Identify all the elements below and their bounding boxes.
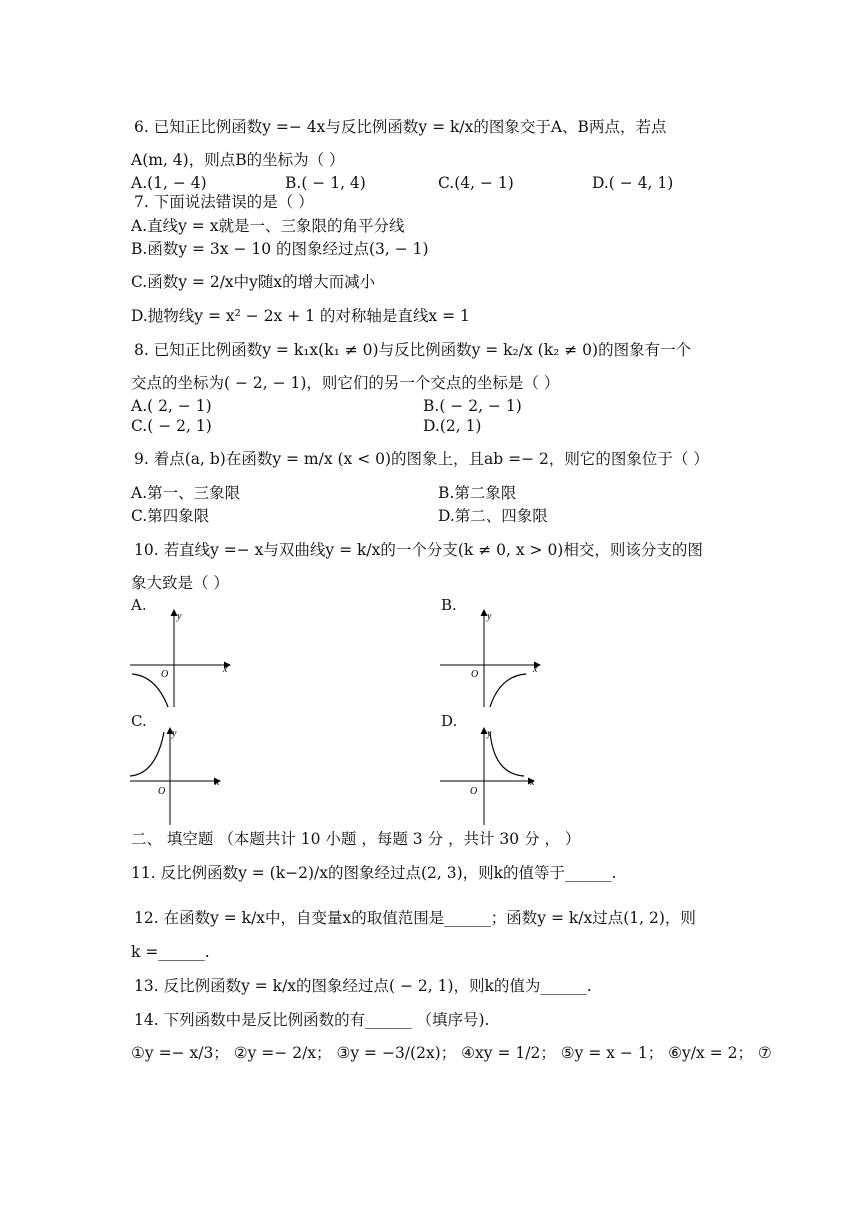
q7-option-b: B.函数y = 3x − 10 的图象经过点(3, − 1) (131, 240, 429, 258)
q10-option-d-label: D. (441, 712, 458, 730)
q7-stem: 7. 下面说法错误的是（ ） (134, 193, 314, 211)
q14-stem: 14. 下列函数中是反比例函数的有______ （填序号). (134, 1011, 490, 1029)
q6-line1: 6. 已知正比例函数y =− 4x与反比例函数y = k/x的图象交于A、B两点，若点 (134, 118, 667, 136)
q9-option-d: D.第二、四象限 (438, 507, 548, 525)
origin-label: O (470, 786, 478, 797)
q6-option-b: B.( − 1, 4) (285, 174, 366, 192)
q10-graph-b (436, 606, 546, 711)
x-axis-label: x (533, 664, 538, 675)
y-axis-label: y (177, 611, 182, 622)
q8-option-a: A.( 2, − 1) (131, 397, 212, 415)
q8-option-d: D.(2, 1) (423, 417, 482, 435)
q10-graph-d (436, 722, 546, 827)
q13: 13. 反比例函数y = k/x的图象经过点( − 2, 1)，则k的值为______. (134, 977, 592, 995)
q10-line1: 10. 若直线y =− x与双曲线y = k/x的一个分支(k ≠ 0, x > 0)相交，则该分支的图 (134, 541, 703, 559)
q8-line1: 8. 已知正比例函数y = k₁x(k₁ ≠ 0)与反比例函数y = k₂/x (k₂ ≠ 0)的图象有一个 (134, 341, 692, 359)
q7-option-d: D.抛物线y = x² − 2x + 1 的对称轴是直线x = 1 (131, 307, 470, 325)
q7-option-c: C.函数y = 2/x中y随x的增大而减小 (131, 273, 376, 291)
q12-line1: 12. 在函数y = k/x中，自变量x的取值范围是______；函数y = k/x过点(1, 2)，则 (134, 909, 696, 927)
q12-line2: k =______. (131, 943, 210, 961)
q7-option-a: A.直线y = x就是一、三象限的角平分线 (131, 217, 405, 235)
origin-label: O (158, 786, 166, 797)
q6-option-a: A.(1, − 4) (131, 174, 207, 192)
q10-graph-a (126, 606, 236, 711)
q11: 11. 反比例函数y = (k−2)/x的图象经过点(2, 3)，则k的值等于______. (131, 864, 617, 882)
origin-label: O (471, 669, 479, 680)
q8-option-c: C.( − 2, 1) (131, 417, 212, 435)
q9-option-c: C.第四象限 (131, 507, 210, 525)
section-2-heading: 二、 填空题 （本题共计 10 小题 ，每题 3 分 ，共计 30 分 ， ） (131, 830, 581, 848)
y-axis-label: y (172, 728, 177, 739)
x-axis-label: x (530, 777, 535, 788)
origin-label: O (161, 669, 169, 680)
y-axis-label: y (487, 728, 492, 739)
x-axis-label: x (223, 664, 228, 675)
q10-option-c-label: C. (131, 712, 147, 730)
q10-line2: 象大致是（ ） (131, 574, 229, 592)
q6-option-d: D.( − 4, 1) (592, 174, 674, 192)
q6-option-c: C.(4, − 1) (438, 174, 514, 192)
q10-graph-c (126, 722, 236, 827)
q8-line2: 交点的坐标为( − 2, − 1)，则它们的另一个交点的坐标是（ ） (131, 374, 560, 392)
hyperbola-branch (490, 732, 524, 776)
hyperbola-branch (130, 732, 164, 776)
q9-option-b: B.第二象限 (438, 484, 517, 502)
q8-option-b: B.( − 2, − 1) (423, 397, 522, 415)
y-axis-label: y (487, 611, 492, 622)
q10-option-a-label: A. (131, 596, 147, 614)
q10-option-b-label: B. (441, 596, 457, 614)
q14-items: ①y =− x/3； ②y =− 2/x； ③y = −3/(2x)； ④xy = 1/2； ⑤y = x − 1； ⑥y/x = 2； ⑦ (131, 1044, 772, 1062)
q9-stem: 9. 着点(a, b)在函数y = m/x (x < 0)的图象上，且ab =− 2，则它的图象位于（ ） (134, 450, 709, 468)
q6-line2: A(m, 4)，则点B的坐标为（ ） (131, 151, 345, 169)
hyperbola-branch (490, 674, 526, 707)
x-axis-label: x (215, 777, 220, 788)
q9-option-a: A.第一、三象限 (131, 484, 241, 502)
